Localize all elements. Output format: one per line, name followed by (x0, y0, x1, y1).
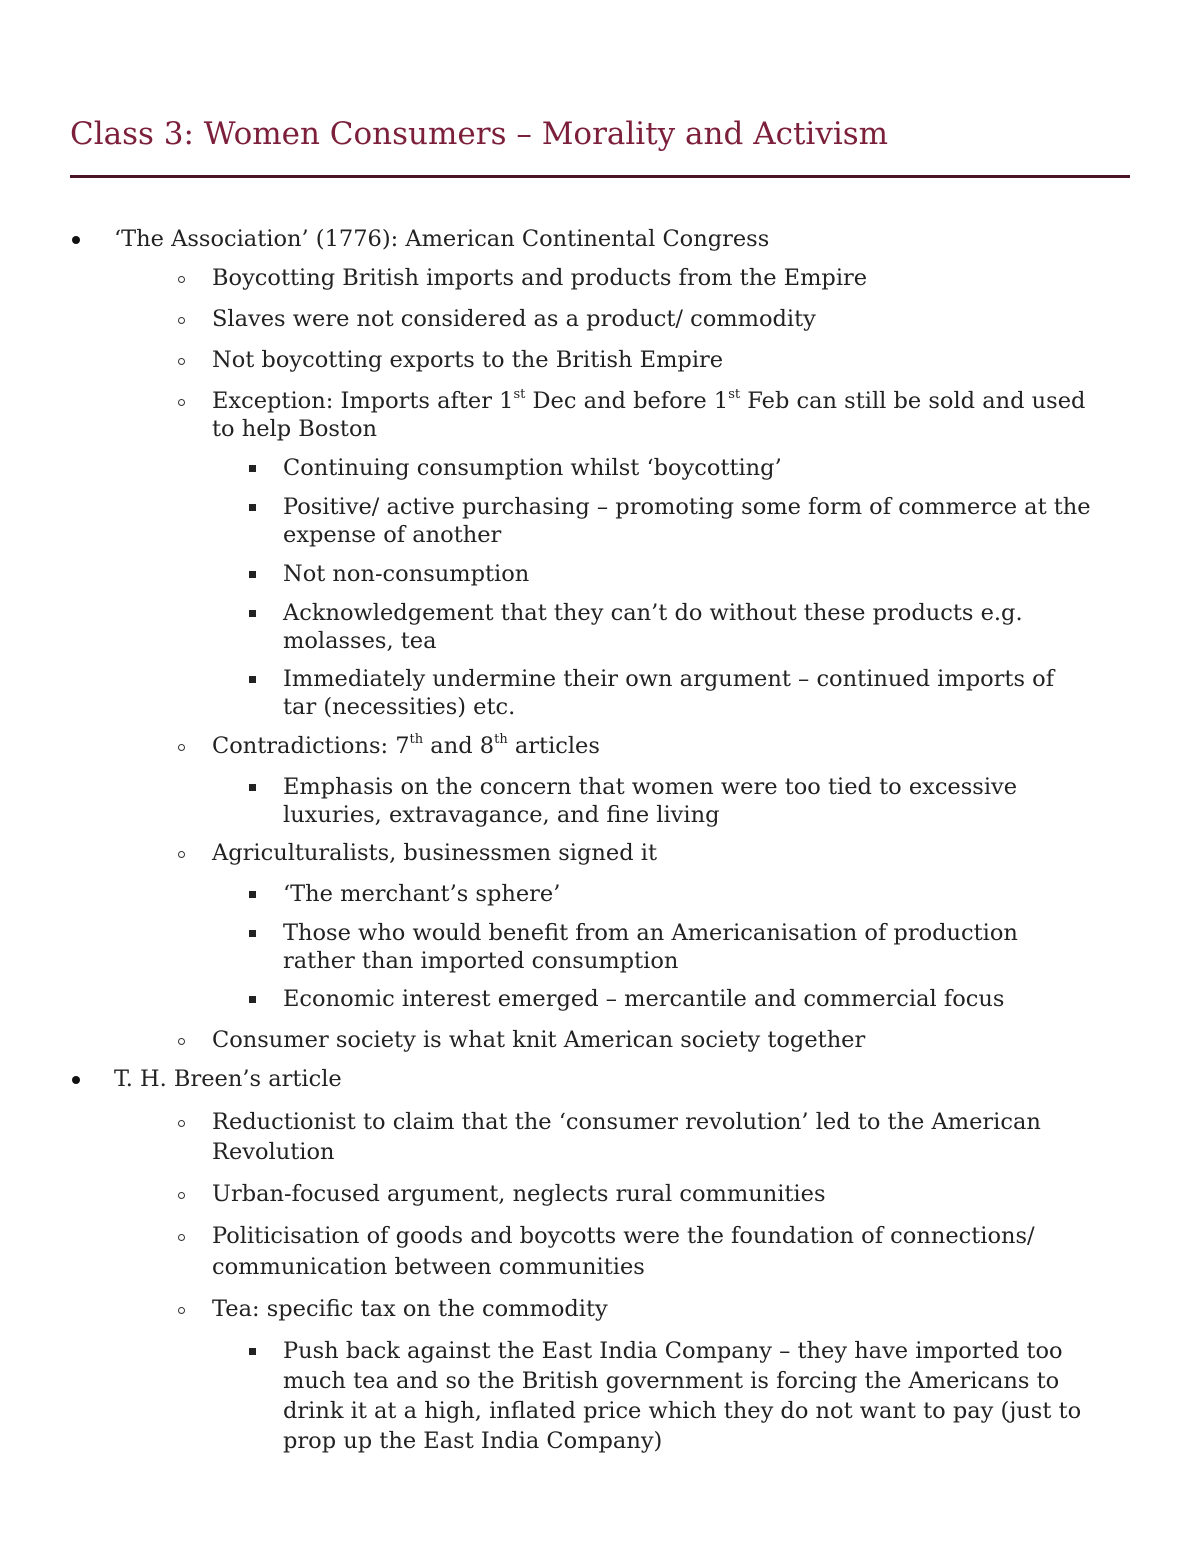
list-item-continuation: expense of another (283, 522, 502, 548)
bullet-square (249, 930, 256, 937)
list-item: Boycotting British imports and products from the Empire (212, 265, 868, 291)
list-item-continuation: prop up the East India Company) (283, 1428, 663, 1454)
bullet-circle (178, 276, 185, 283)
list-item: Push back against the East India Company – they have imported too (283, 1338, 1063, 1364)
list-item-continuation: Revolution (212, 1139, 335, 1165)
list-item: Slaves were not considered as a product/ commodity (212, 306, 816, 332)
list-item: ‘The merchant’s sphere’ (283, 881, 561, 907)
list-item: Positive/ active purchasing – promoting some form of commerce at the (283, 494, 1091, 520)
page-title: Class 3: Women Consumers – Morality and Activism (70, 116, 889, 152)
bullet-dot (72, 236, 80, 244)
superscript: st (728, 386, 741, 402)
list-item: Reductionist to claim that the ‘consumer revolution’ led to the American (212, 1109, 1041, 1135)
text-segment: Dec and before 1 (525, 388, 729, 414)
list-item-continuation: molasses, tea (283, 628, 437, 654)
list-item: Acknowledgement that they can’t do without these products e.g. (283, 600, 1023, 626)
text-segment: Exception: Imports after 1 (212, 388, 514, 414)
bullet-circle (178, 744, 185, 751)
list-item-continuation: luxuries, extravagance, and fine living (283, 802, 720, 828)
bullet-square (249, 610, 256, 617)
bullet-square (249, 891, 256, 898)
list-item: Continuing consumption whilst ‘boycotting’ (283, 455, 782, 481)
list-item: Politicisation of goods and boycotts were the foundation of connections/ (212, 1223, 1035, 1249)
list-item-continuation: communication between communities (212, 1254, 645, 1280)
text-segment: and 8 (423, 733, 495, 759)
list-item (212, 732, 600, 761)
bullet-circle (178, 851, 185, 858)
bullet-circle (178, 358, 185, 365)
bullet-circle (178, 1038, 185, 1045)
list-item-continuation: drink it at a high, inflated price which they do not want to pay (just to (283, 1398, 1082, 1424)
list-item: Agriculturalists, businessmen signed it (212, 840, 658, 866)
superscript: st (513, 386, 526, 402)
list-item: Those who would benefit from an Americanisation of production (283, 920, 1018, 946)
list-item: ‘The Association’ (1776): American Continental Congress (114, 226, 770, 252)
bullet-square (249, 504, 256, 511)
bullet-circle (178, 1307, 185, 1314)
list-item: Emphasis on the concern that women were too tied to excessive (283, 774, 1018, 800)
bullet-square (249, 571, 256, 578)
superscript: th (494, 731, 508, 747)
bullet-circle (178, 1192, 185, 1199)
list-item (212, 387, 1085, 416)
bullet-circle (178, 1120, 185, 1127)
text-segment: articles (507, 733, 600, 759)
superscript: th (409, 731, 424, 747)
list-item-continuation: tar (necessities) etc. (283, 694, 516, 720)
list-item: Urban-focused argument, neglects rural communities (212, 1181, 826, 1207)
list-item: Consumer society is what knit American society together (212, 1027, 866, 1053)
list-item: T. H. Breen’s article (114, 1066, 342, 1092)
bullet-circle (178, 1234, 185, 1241)
bullet-circle (178, 399, 185, 406)
text-segment: Feb can still be sold and used (740, 388, 1086, 414)
bullet-circle (178, 317, 185, 324)
bullet-square (249, 1348, 256, 1355)
list-item-continuation: to help Boston (212, 416, 378, 442)
bullet-square (249, 465, 256, 472)
bullet-dot (72, 1076, 80, 1084)
text-segment: Contradictions: 7 (212, 733, 410, 759)
list-item-continuation: much tea and so the British government is forcing the Americans to (283, 1368, 1060, 1394)
list-item-continuation: rather than imported consumption (283, 948, 679, 974)
list-item: Not boycotting exports to the British Empire (212, 347, 724, 373)
list-item: Immediately undermine their own argument – continued imports of (283, 666, 1055, 692)
list-item: Tea: specific tax on the commodity (212, 1296, 608, 1322)
list-item: Not non-consumption (283, 561, 530, 587)
title-underline (70, 175, 1130, 178)
bullet-square (249, 784, 256, 791)
bullet-square (249, 996, 256, 1003)
list-item: Economic interest emerged – mercantile and commercial focus (283, 986, 1005, 1012)
bullet-square (249, 676, 256, 683)
